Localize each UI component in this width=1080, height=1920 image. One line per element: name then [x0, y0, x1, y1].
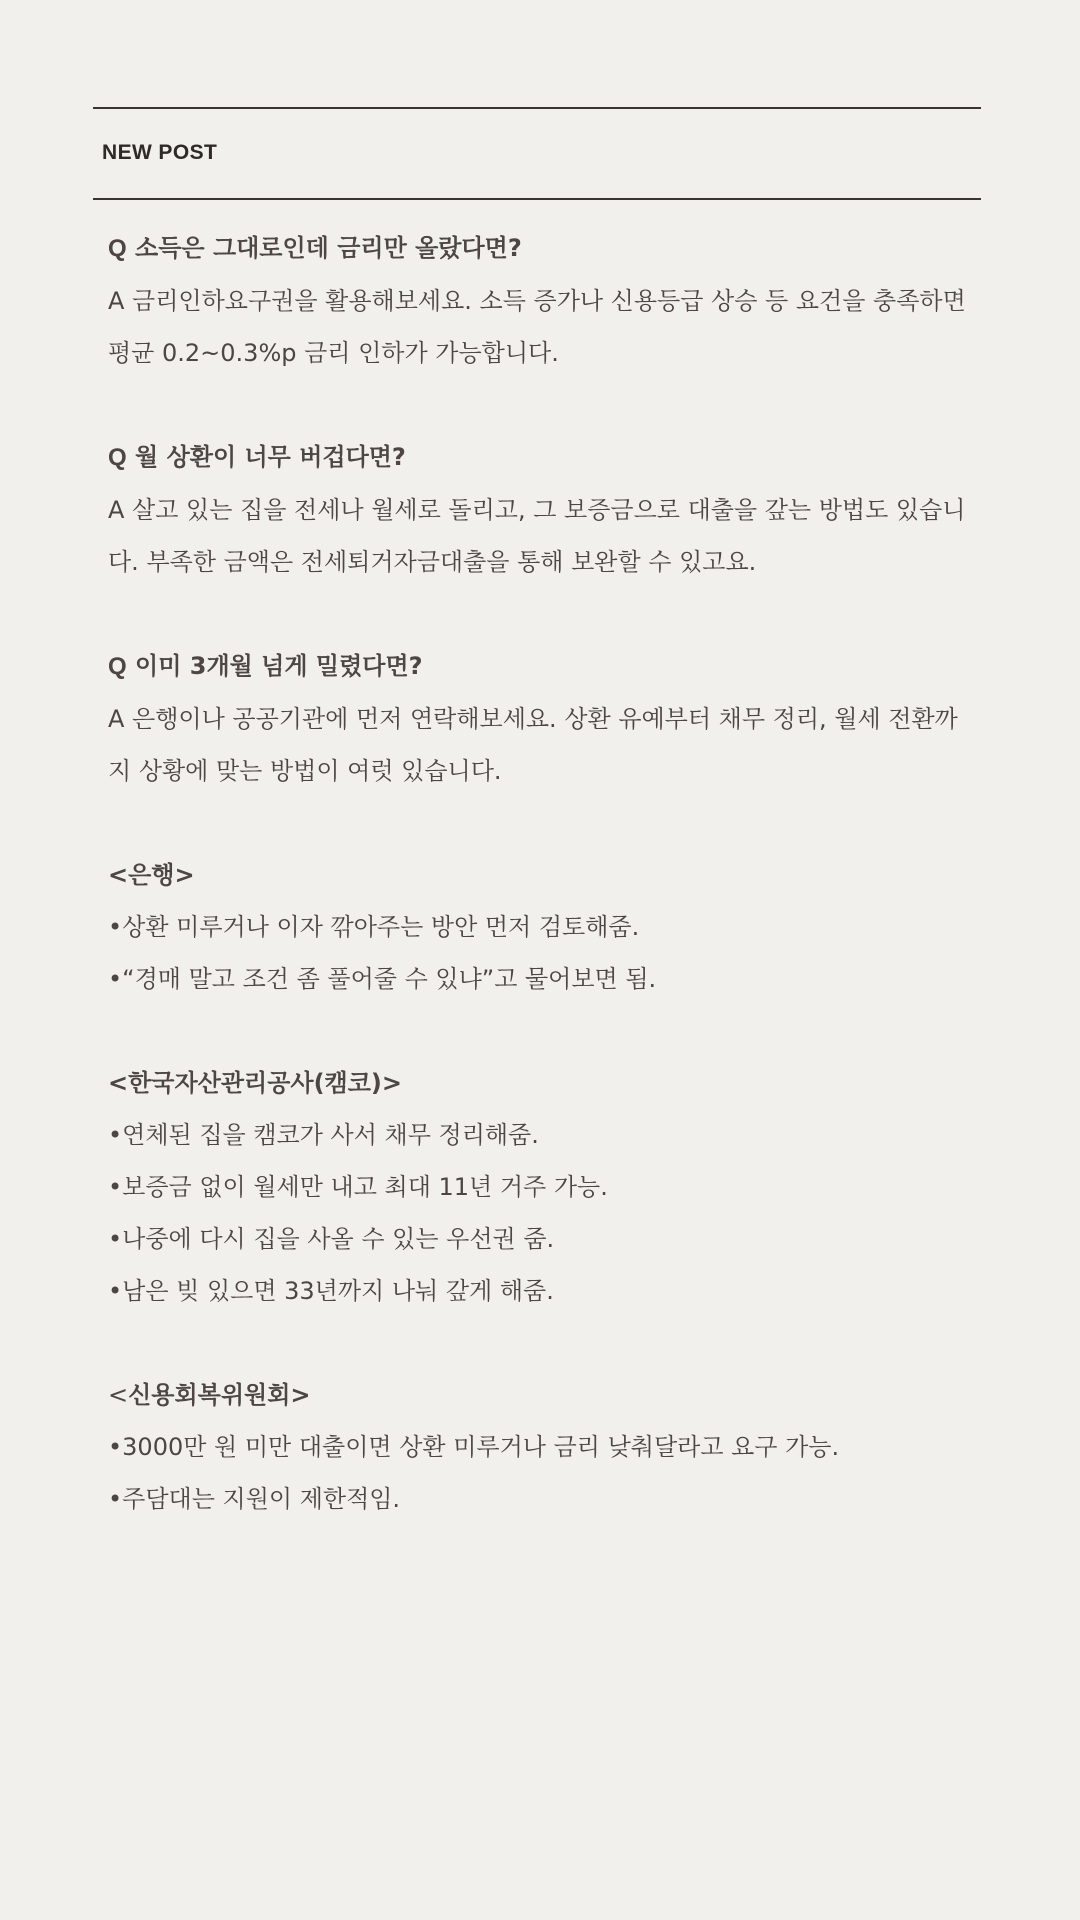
post-body — [108, 222, 1018, 1577]
section-title — [108, 1057, 1018, 1109]
answer-line: A 은행이나 공공기관에 먼저 연락해보세요. 상환 유예부터 채무 정리, 월세 전환까 — [108, 705, 958, 733]
section-kamco — [108, 1057, 1018, 1317]
qa-item — [108, 431, 1018, 588]
bullet-item: •보증금 없이 월세만 내고 최대 11년 거주 가능. — [108, 1173, 608, 1201]
q-mark: Q — [108, 235, 127, 262]
question — [108, 640, 1018, 693]
qa-item — [108, 222, 1018, 379]
q-mark: Q — [108, 444, 127, 471]
bullet-item: •3000만 원 미만 대출이면 상환 미루거나 금리 낮춰달라고 요구 가능. — [108, 1433, 840, 1461]
question-text: 월 상환이 너무 버겁다면? — [135, 443, 406, 471]
qa-item — [108, 640, 1018, 797]
answer-line: 평균 0.2~0.3%p 금리 인하가 가능합니다. — [108, 339, 559, 367]
answer-line: A 금리인하요구권을 활용해보세요. 소득 증가나 신용등급 상승 등 요건을 충족하면 — [108, 287, 966, 315]
section-title — [108, 849, 1018, 901]
bracket-open: < — [108, 861, 129, 889]
bullet-item: •남은 빚 있으면 33년까지 나눠 갚게 해줌. — [108, 1277, 554, 1305]
bracket-open: < — [108, 1381, 129, 1409]
answer-line: 지 상황에 맞는 방법이 여럿 있습니다. — [108, 757, 502, 785]
q-mark: Q — [108, 653, 127, 680]
bullet-item: •연체된 집을 캠코가 사서 채무 정리해줌. — [108, 1121, 539, 1149]
bullet-item: •상환 미루거나 이자 깎아주는 방안 먼저 검토해줌. — [108, 913, 640, 941]
bracket-open: < — [108, 1069, 129, 1097]
bullet-item: •나중에 다시 집을 사올 수 있는 우선권 줌. — [108, 1225, 555, 1253]
section-credit-recovery — [108, 1369, 1018, 1525]
section-title-text: 한국자산관리공사(캠코) — [128, 1069, 382, 1097]
bracket-close: > — [174, 861, 195, 889]
section-title-text: 신용회복위원회 — [128, 1381, 291, 1409]
page-title: NEW POST — [102, 141, 218, 164]
bracket-close: > — [381, 1069, 402, 1097]
question-text: 이미 3개월 넘게 밀렸다면? — [135, 652, 423, 680]
answer-line: A 살고 있는 집을 전세나 월세로 돌리고, 그 보증금으로 대출을 갚는 방법도 있습니 — [108, 496, 966, 524]
bracket-close: > — [290, 1381, 311, 1409]
question-text: 소득은 그대로인데 금리만 올랐다면? — [135, 234, 522, 262]
section-bank — [108, 849, 1018, 1005]
bullet-item: •“경매 말고 조건 좀 풀어줄 수 있냐”고 물어보면 됨. — [108, 965, 657, 993]
question — [108, 431, 1018, 484]
section-title-text: 은행 — [128, 861, 175, 889]
post-header — [93, 107, 981, 200]
section-title — [108, 1369, 1018, 1421]
question — [108, 222, 1018, 275]
answer-line: 다. 부족한 금액은 전세퇴거자금대출을 통해 보완할 수 있고요. — [108, 548, 757, 576]
bullet-item: •주담대는 지원이 제한적임. — [108, 1485, 401, 1513]
